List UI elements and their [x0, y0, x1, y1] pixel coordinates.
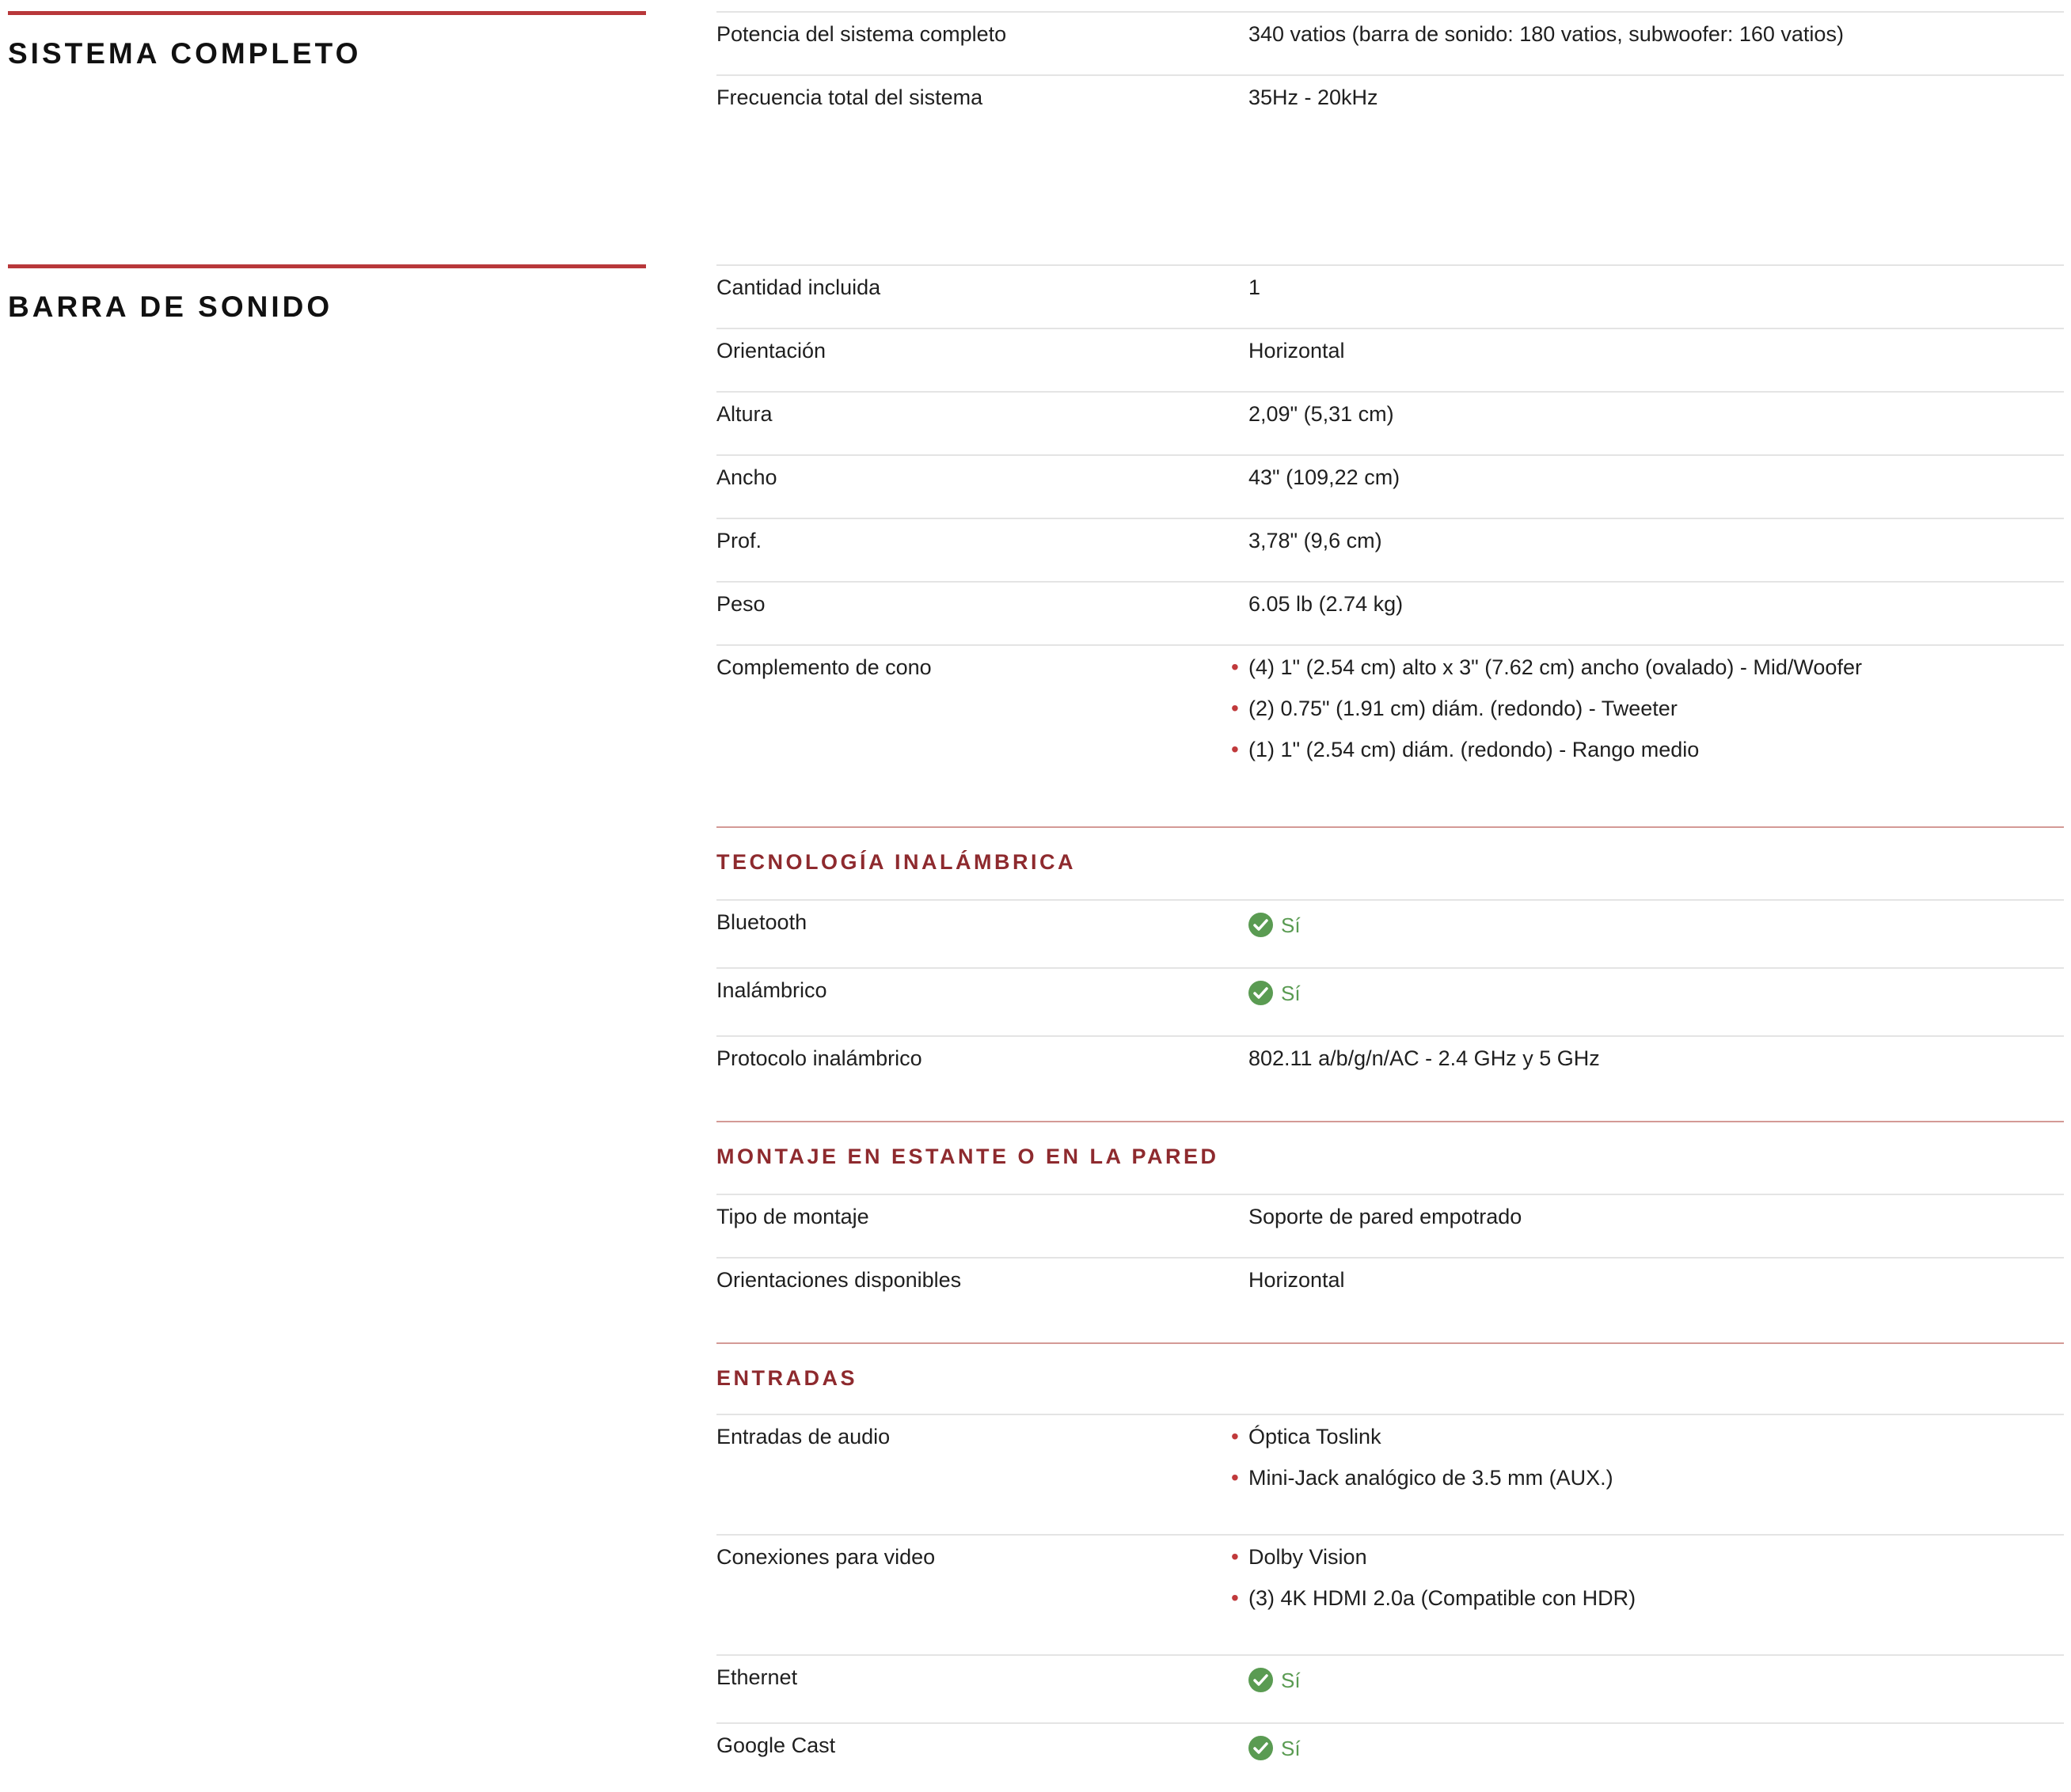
spec-label: Google Cast — [716, 1733, 836, 1757]
bullet-dot-icon: • — [1231, 1585, 1239, 1610]
list-item — [1231, 1585, 1636, 1626]
spec-row — [716, 1414, 2064, 1534]
subsection-inalambrica — [716, 826, 2064, 899]
spec-row — [716, 11, 2064, 74]
list-item-text: Dolby Vision — [1248, 1545, 1367, 1569]
spec-value: 6.05 lb (2.74 kg) — [1248, 592, 1404, 616]
yes-text: Sí — [1281, 981, 1301, 1005]
spec-row — [716, 899, 2064, 967]
spec-value: 43" (109,22 cm) — [1248, 465, 1400, 489]
subsection-montaje — [716, 1121, 2064, 1194]
section-title: SISTEMA COMPLETO — [8, 37, 362, 70]
spec-row — [716, 74, 2064, 138]
spec-row — [716, 264, 2064, 328]
spec-value — [1248, 910, 1301, 939]
section-divider — [8, 11, 646, 15]
spec-label: Entradas de audio — [716, 1425, 891, 1448]
spec-row — [716, 454, 2064, 518]
list-item-text: Mini-Jack analógico de 3.5 mm (AUX.) — [1248, 1466, 1613, 1490]
list-item-text: (3) 4K HDMI 2.0a (Compatible con HDR) — [1248, 1586, 1636, 1610]
section-title: BARRA DE SONIDO — [8, 290, 333, 323]
spec-label: Cantidad incluida — [716, 275, 881, 299]
spec-table-barra — [716, 264, 2064, 1786]
list-item — [1231, 1543, 1636, 1585]
spec-label: Potencia del sistema completo — [716, 22, 1007, 46]
spec-label: Frecuencia total del sistema — [716, 85, 983, 109]
spec-row-cone — [716, 644, 2064, 826]
list-item — [1231, 654, 1862, 695]
check-circle-icon — [1248, 913, 1273, 937]
spec-row — [716, 1534, 2064, 1654]
bullet-dot-icon: • — [1231, 1465, 1239, 1490]
subsection-entradas — [716, 1342, 2064, 1414]
spec-label: Protocolo inalámbrico — [716, 1046, 922, 1070]
spec-value: Horizontal — [1248, 339, 1345, 363]
check-circle-icon — [1248, 1668, 1273, 1692]
spec-value: 35Hz - 20kHz — [1248, 85, 1378, 109]
spec-label: Complemento de cono — [716, 655, 932, 679]
yes-text: Sí — [1281, 1736, 1301, 1760]
list-item-text: Óptica Toslink — [1248, 1425, 1381, 1448]
bullet-dot-icon: • — [1231, 737, 1239, 761]
spec-label: Ancho — [716, 465, 777, 489]
spec-label: Ethernet — [716, 1665, 798, 1689]
spec-label: Altura — [716, 402, 773, 426]
spec-value: 340 vatios (barra de sonido: 180 vatios, subwoofer: 160 vatios) — [1248, 22, 1844, 46]
spec-label: Tipo de montaje — [716, 1205, 869, 1228]
section-divider — [8, 264, 646, 268]
spec-row — [716, 391, 2064, 454]
list-item-text: (4) 1" (2.54 cm) alto x 3" (7.62 cm) ancho (ovalado) - Mid/Woofer — [1248, 655, 1862, 679]
bullet-dot-icon: • — [1231, 1544, 1239, 1569]
list-item — [1231, 1464, 1613, 1505]
video-connections-list — [1231, 1543, 1636, 1626]
spec-value — [1248, 978, 1301, 1007]
spec-value: 802.11 a/b/g/n/AC - 2.4 GHz y 5 GHz — [1248, 1046, 1600, 1070]
spec-row — [716, 1035, 2064, 1121]
bullet-dot-icon: • — [1231, 655, 1239, 679]
spec-row — [716, 1654, 2064, 1722]
spec-row — [716, 581, 2064, 644]
audio-inputs-list — [1231, 1423, 1613, 1505]
spec-row — [716, 518, 2064, 581]
spec-value — [1248, 1733, 1301, 1762]
spec-row — [716, 328, 2064, 391]
check-circle-icon — [1248, 1736, 1273, 1760]
spec-row — [716, 967, 2064, 1035]
spec-label: Inalámbrico — [716, 978, 827, 1002]
bullet-dot-icon: • — [1231, 1424, 1239, 1448]
spec-value: Soporte de pared empotrado — [1248, 1205, 1522, 1228]
list-item-text: (2) 0.75" (1.91 cm) diám. (redondo) - Tweeter — [1248, 697, 1678, 720]
spec-row — [716, 1257, 2064, 1342]
spec-value: 3,78" (9,6 cm) — [1248, 529, 1382, 552]
yes-text: Sí — [1281, 1668, 1301, 1692]
spec-value: 1 — [1248, 275, 1261, 299]
spec-row — [716, 1722, 2064, 1786]
spec-value: Horizontal — [1248, 1268, 1345, 1292]
spec-row — [716, 1194, 2064, 1257]
check-circle-icon — [1248, 981, 1273, 1005]
spec-label: Prof. — [716, 529, 762, 552]
list-item — [1231, 1423, 1613, 1464]
section-sistema-completo — [8, 11, 646, 70]
subsection-title: ENTRADAS — [716, 1366, 858, 1390]
spec-label: Orientación — [716, 339, 826, 363]
list-item — [1231, 695, 1862, 736]
cone-list — [1231, 654, 1862, 777]
list-item-text: (1) 1" (2.54 cm) diám. (redondo) - Rango medio — [1248, 738, 1700, 761]
list-item — [1231, 736, 1862, 777]
spec-label: Orientaciones disponibles — [716, 1268, 962, 1292]
spec-label: Bluetooth — [716, 910, 808, 934]
spec-value — [1248, 1665, 1301, 1694]
yes-text: Sí — [1281, 913, 1301, 937]
spec-table-sistema — [716, 11, 2064, 138]
spec-value: 2,09" (5,31 cm) — [1248, 402, 1394, 426]
subsection-title: TECNOLOGÍA INALÁMBRICA — [716, 850, 1076, 874]
section-barra-de-sonido — [8, 264, 646, 324]
spec-label: Conexiones para video — [716, 1545, 936, 1569]
subsection-title: MONTAJE EN ESTANTE O EN LA PARED — [716, 1145, 1219, 1168]
spec-label: Peso — [716, 592, 766, 616]
bullet-dot-icon: • — [1231, 696, 1239, 720]
